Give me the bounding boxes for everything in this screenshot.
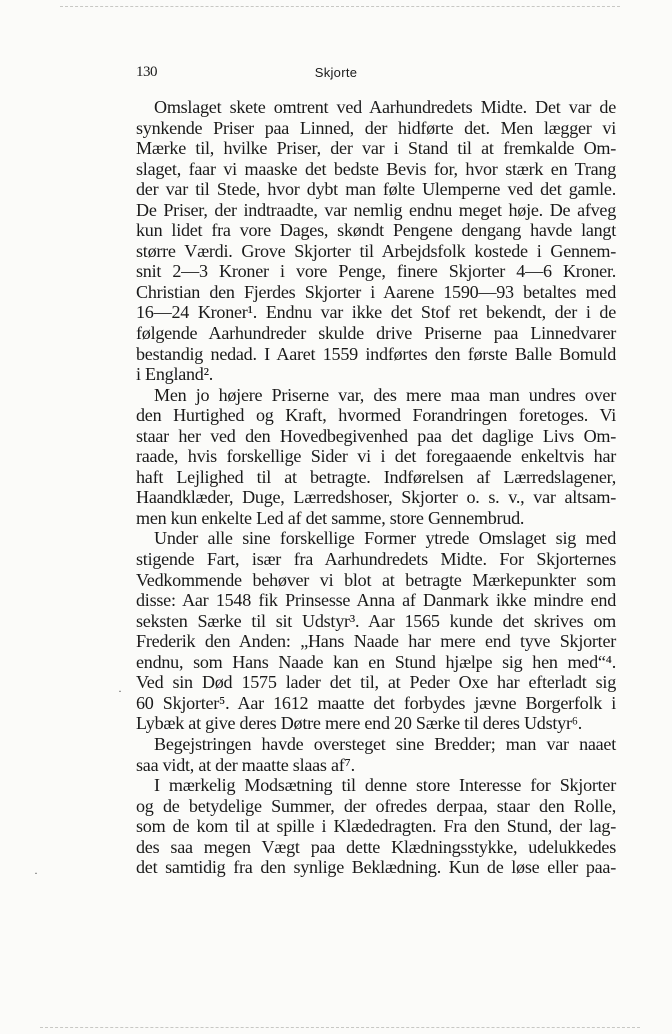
text-line: Haandklæder, Duge, Lærredshoser, Skjorter o. s. v., var altsam-	[136, 487, 616, 508]
margin-speck: ·	[118, 684, 122, 698]
text-line: Mærke til, hvilke Priser, der var i Stand til at fremkalde Om-	[136, 138, 616, 159]
text-line: stigende Fart, især fra Aarhundredets Midte. For Skjorternes	[136, 549, 616, 570]
text-line: følgende Aarhundreder skulde drive Priserne paa Linnedvarer	[136, 323, 616, 344]
text-line: synkende Priser paa Linned, der hidførte det. Men lægger vi	[136, 117, 616, 138]
text-line: snit 2—3 Kroner i vore Penge, finere Skjorter 4—6 Kroner.	[136, 261, 616, 282]
text-line: saa vidt, at der maatte slaas af⁷.	[136, 754, 355, 775]
text-line: endnu, som Hans Naade kan en Stund hjælpe sig hen med“⁴.	[136, 651, 616, 672]
text-line: det samtidig fra den synlige Beklædning. Kun de løse eller paa-	[136, 857, 616, 878]
text-line: men kun enkelte Led af det samme, store Gennembrud.	[136, 507, 525, 528]
text-line: des saa megen Vægt paa dette Klædningsstykke, udelukkedes	[136, 836, 616, 857]
text-line: og de betydelige Summer, der ofredes derpaa, staar den Rolle,	[136, 795, 616, 816]
text-line: Christian den Fjerdes Skjorter i Aarene 1590—93 betaltes med	[136, 281, 616, 302]
text-line: Ved sin Død 1575 lader det til, at Peder Oxe har efterladt sig	[136, 672, 616, 693]
text-line: Frederik den Anden: „Hans Naade har mere end tyve Skjorter	[136, 631, 616, 652]
text-line: den Hurtighed og Kraft, hvormed Forandringen foretoges. Vi	[136, 405, 616, 426]
text-line: slaget, faar vi maaske det bedste Bevis for, hvor stærk en Trang	[136, 158, 616, 179]
top-edge-rule	[60, 6, 620, 7]
body-text	[136, 97, 616, 878]
text-line: raade, hvis forskellige Sider vi i det foregaaende enkeltvis har	[136, 446, 616, 467]
text-line: Under alle sine forskellige Former ytrede Omslaget sig med	[154, 528, 616, 549]
text-line: kun lidet fra vore Dages, skøndt Pengene dengang havde langt	[136, 220, 616, 241]
text-line: 60 Skjorter⁵. Aar 1612 maatte det forbydes jævne Borgerfolk i	[136, 692, 616, 713]
text-line: haft Lejlighed til at betragte. Indførelsen af Lærredslagener,	[136, 466, 616, 487]
text-line: større Værdi. Grove Skjorter til Arbejdsfolk kostede i Gennem-	[136, 240, 616, 261]
text-line: Vedkommende behøver vi blot at betragte Mærkepunkter som	[136, 569, 616, 590]
text-line: Men jo højere Priserne var, des mere maa man undres over	[154, 384, 616, 405]
text-line: Omslaget skete omtrent ved Aarhundredets Midte. Det var de	[154, 97, 616, 117]
text-line: der var til Stede, hvor dybt man følte Ulemperne ved det gamle.	[136, 179, 616, 200]
text-line: seksten Særke til sit Udstyr³. Aar 1565 kunde det skrives om	[136, 610, 616, 631]
page-header	[0, 64, 672, 84]
text-line: staar her ved den Hovedbegivenhed paa det daglige Livs Om-	[136, 425, 616, 446]
margin-speck: ·	[34, 866, 38, 880]
text-line: I mærkelig Modsætning til denne store Interesse for Skjorter	[154, 775, 616, 796]
text-line: disse: Aar 1548 fik Prinsesse Anna af Danmark ikke mindre end	[136, 590, 616, 611]
page-number: 130	[136, 64, 157, 80]
text-line: i England².	[136, 364, 214, 385]
running-title: Skjorte	[314, 65, 358, 80]
text-line: Begejstringen havde oversteget sine Bredder; man var naaet	[154, 733, 616, 754]
bottom-edge-rule	[40, 1027, 640, 1028]
text-line: som de kom til at spille i Klædedragten. Fra den Stund, der lag-	[136, 816, 616, 837]
text-line: De Priser, der indtraadte, var nemlig endnu meget høje. De afveg	[136, 199, 616, 220]
text-line: 16—24 Kroner¹. Endnu var ikke det Stof ret bekendt, der i de	[136, 302, 616, 323]
text-line: bestandig nedad. I Aaret 1559 indførtes den første Balle Bomuld	[136, 343, 616, 364]
text-line: Lybæk at give deres Døtre mere end 20 Særke til deres Udstyr⁶.	[136, 713, 583, 734]
